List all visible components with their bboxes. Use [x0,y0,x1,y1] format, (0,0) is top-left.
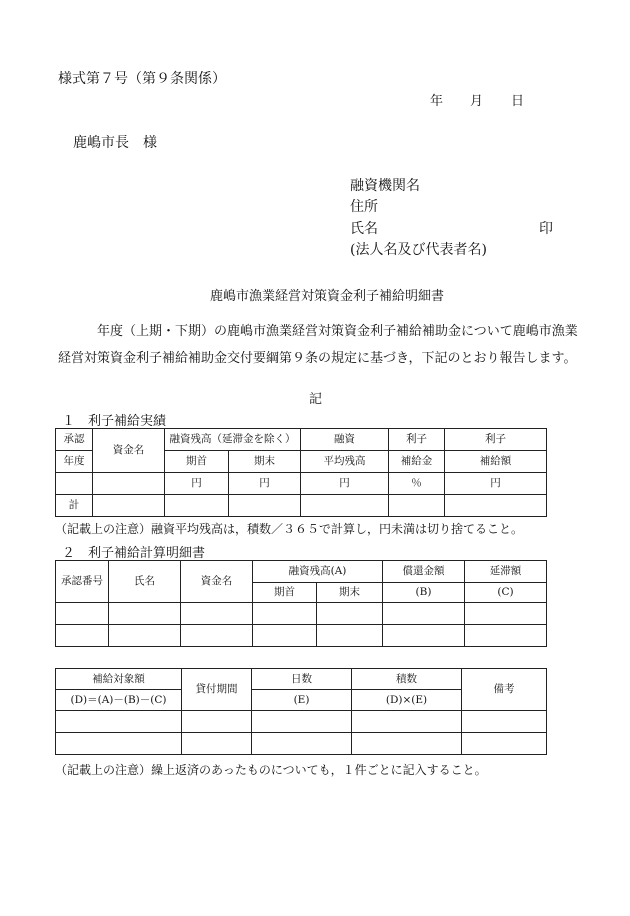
table-cell [56,733,182,755]
document-title: 鹿嶋市漁業経営対策資金利子補給明細書 [210,289,445,304]
section1-note: （記載上の注意）融資平均残高は，積数／３６５で計算し，円未満は切り捨てること。 [55,522,524,536]
header-remarks: 備考 [462,669,547,711]
table-cell [465,625,547,647]
header-loan-period: 貸付期間 [182,669,252,711]
results-table [55,428,547,517]
header-days-2: (E) [252,690,352,711]
header-target-amount-2: (D)＝(A)－(B)－(C) [56,690,182,711]
table-cell [465,603,547,625]
table-row [56,625,547,647]
table-cell [383,625,465,647]
header-subsidy-amount-2: 補給額 [445,451,547,473]
table-cell [352,711,462,733]
header-overdue-1: 延滞額 [465,561,547,583]
body-paragraph: 年度（上期・下期）の鹿嶋市漁業経営対策資金利子補給補助金について鹿嶋市漁業経営対策資金利子補給補助金交付要綱第９条の規定に基づき，下記のとおり報告します。 [58,324,578,366]
header-average-balance-2: 平均残高 [301,451,389,473]
unit-yen: 円 [445,473,547,495]
table-row [56,603,547,625]
table-cell [182,733,252,755]
section2-heading: ２ 利子補給計算明細書 [62,546,206,561]
header-target-amount-1: 補給対象額 [56,669,182,690]
header-period-start: 期首 [253,583,317,603]
ki-label: 記 [309,392,323,407]
seal-mark: 印 [539,221,553,237]
section1-heading: １ 利子補給実績 [62,414,167,429]
name-label: 氏名 [350,221,378,237]
table-cell [352,733,462,755]
header-subsidy-amount-1: 利子 [445,429,547,451]
header-period-start: 期首 [165,451,229,473]
header-days-1: 日数 [252,669,352,690]
header-repayment-2: (B) [383,583,465,603]
table-cell [317,625,383,647]
table-cell [181,603,253,625]
table-cell [383,603,465,625]
header-overdue-2: (C) [465,583,547,603]
table-cell [56,473,93,495]
table-cell [301,495,389,517]
table-cell [93,473,165,495]
section3-note: （記載上の注意）繰上返済のあったものについても，１件ごとに記入すること。 [55,763,487,777]
table-cell [462,733,547,755]
table-row [56,473,547,495]
institution-label: 融資機関名 [350,178,420,194]
header-subsidy-rate-1: 利子 [389,429,445,451]
header-repayment-1: 償還金額 [383,561,465,583]
table-cell [56,711,182,733]
table-cell [253,625,317,647]
form-number: 様式第７号（第９条関係） [58,71,226,87]
header-loan-balance: 融資残高（延滞金を除く） [165,429,301,451]
table-cell [109,603,181,625]
header-period-end: 期末 [229,451,301,473]
header-fund-name: 資金名 [93,429,165,473]
header-average-balance-1: 融資 [301,429,389,451]
calculation-table [55,560,547,647]
table-cell [252,711,352,733]
header-fund-name: 資金名 [181,561,253,603]
table-row-total [56,495,547,517]
table-row [56,733,547,755]
unit-yen: 円 [165,473,229,495]
header-subsidy-rate-2: 補給金 [389,451,445,473]
addressee: 鹿嶋市長 様 [73,135,157,151]
table-cell [229,495,301,517]
unit-yen: 円 [301,473,389,495]
date-month-label: 月 [470,94,484,109]
date-day-label: 日 [511,94,525,109]
header-loan-balance-a: 融資残高(A) [253,561,383,583]
header-approval-year-2: 年度 [56,451,93,473]
header-name: 氏名 [109,561,181,603]
corporate-name-note: (法人名及び代表者名) [350,242,487,258]
table-cell [253,603,317,625]
unit-percent: ％ [389,473,445,495]
table-cell [462,711,547,733]
subsidy-target-table [55,668,547,755]
header-period-end: 期末 [317,583,383,603]
table-cell [182,711,252,733]
header-product-1: 積数 [352,669,462,690]
table-cell [56,625,109,647]
table-row [56,711,547,733]
address-label: 住所 [350,199,378,215]
table-cell [445,495,547,517]
table-cell [389,495,445,517]
table-cell [93,495,165,517]
total-label: 計 [56,495,93,517]
table-cell [165,495,229,517]
table-cell [109,625,181,647]
table-cell [252,733,352,755]
table-cell [181,625,253,647]
header-approval-number: 承認番号 [56,561,109,603]
date-year-label: 年 [430,94,444,109]
header-product-2: (D)×(E) [352,690,462,711]
table-cell [317,603,383,625]
table-cell [56,603,109,625]
header-approval-year-1: 承認 [56,429,93,451]
unit-yen: 円 [229,473,301,495]
